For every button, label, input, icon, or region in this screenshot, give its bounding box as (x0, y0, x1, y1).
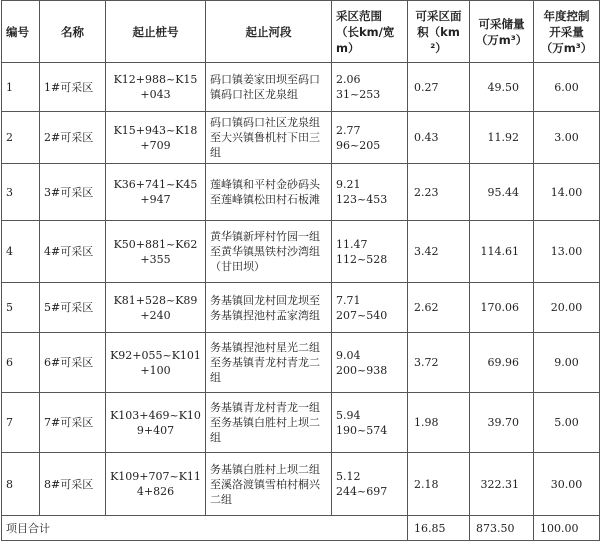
cell-area: 0.27 (408, 63, 470, 112)
table-row (2, 112, 600, 164)
cell-river: 务基镇回龙村回龙坝至务基镇捏池村孟家湾组 (206, 283, 332, 333)
cell-range: 7.71 207~540 (332, 283, 408, 333)
cell-reserve: 69.96 (470, 333, 534, 393)
header-stake: 起止桩号 (106, 1, 206, 63)
cell-annual: 14.00 (534, 164, 600, 221)
cell-reserve: 11.92 (470, 112, 534, 164)
cell-river: 黄华镇新坪村竹园一组至黄华镇黑铁村沙湾组（甘田坝） (206, 221, 332, 283)
cell-annual: 9.00 (534, 333, 600, 393)
mining-zone-table (1, 0, 600, 541)
cell-stake: K81+528~K89+240 (106, 283, 206, 333)
cell-range: 11.47 112~528 (332, 221, 408, 283)
cell-range: 2.77 96~205 (332, 112, 408, 164)
cell-area: 2.23 (408, 164, 470, 221)
total-label: 项目合计 (2, 516, 408, 541)
table-row (2, 164, 600, 221)
cell-name: 6#可采区 (40, 333, 106, 393)
cell-range: 9.04 200~938 (332, 333, 408, 393)
cell-stake: K50+881~K62+355 (106, 221, 206, 283)
cell-annual: 20.00 (534, 283, 600, 333)
cell-reserve: 49.50 (470, 63, 534, 112)
table-row (2, 63, 600, 112)
cell-no: 1 (2, 63, 40, 112)
table-row (2, 453, 600, 516)
cell-name: 7#可采区 (40, 393, 106, 453)
cell-river: 码口镇码口社区龙泉组至大兴镇鲁机村下田三组 (206, 112, 332, 164)
cell-stake: K15+943~K18+709 (106, 112, 206, 164)
cell-stake: K109+707~K114+826 (106, 453, 206, 516)
total-area: 16.85 (408, 516, 470, 541)
cell-no: 7 (2, 393, 40, 453)
cell-reserve: 114.61 (470, 221, 534, 283)
cell-stake: K12+988~K15+043 (106, 63, 206, 112)
cell-river: 务基镇白胜村上坝二组至溪洛渡镇雪柏村桐兴二组 (206, 453, 332, 516)
cell-annual: 5.00 (534, 393, 600, 453)
cell-name: 8#可采区 (40, 453, 106, 516)
cell-no: 5 (2, 283, 40, 333)
table-header-row (2, 1, 600, 63)
cell-no: 8 (2, 453, 40, 516)
cell-river: 务基镇捏池村星光二组至务基镇青龙村青龙二组 (206, 333, 332, 393)
cell-river: 务基镇青龙村青龙一组至务基镇白胜村上坝二组 (206, 393, 332, 453)
cell-name: 4#可采区 (40, 221, 106, 283)
header-reserve: 可采储量（万m³） (470, 1, 534, 63)
cell-no: 6 (2, 333, 40, 393)
cell-area: 3.72 (408, 333, 470, 393)
cell-area: 3.42 (408, 221, 470, 283)
header-no: 编号 (2, 1, 40, 63)
total-reserve: 873.50 (470, 516, 534, 541)
cell-area: 0.43 (408, 112, 470, 164)
cell-name: 3#可采区 (40, 164, 106, 221)
cell-area: 1.98 (408, 393, 470, 453)
header-annual: 年度控制开采量（万m³） (534, 1, 600, 63)
cell-area: 2.18 (408, 453, 470, 516)
cell-reserve: 95.44 (470, 164, 534, 221)
cell-annual: 30.00 (534, 453, 600, 516)
cell-river: 码口镇姜家田坝至码口镇码口社区龙泉组 (206, 63, 332, 112)
cell-name: 2#可采区 (40, 112, 106, 164)
cell-no: 3 (2, 164, 40, 221)
header-river: 起止河段 (206, 1, 332, 63)
total-row (2, 516, 600, 541)
table-row (2, 221, 600, 283)
table-row (2, 283, 600, 333)
cell-stake: K103+469~K109+407 (106, 393, 206, 453)
cell-reserve: 39.70 (470, 393, 534, 453)
cell-range: 9.21 123~453 (332, 164, 408, 221)
cell-no: 4 (2, 221, 40, 283)
cell-annual: 3.00 (534, 112, 600, 164)
cell-river: 莲峰镇和平村金砂码头至莲峰镇松田村石板滩 (206, 164, 332, 221)
table-row (2, 333, 600, 393)
cell-stake: K36+741~K45+947 (106, 164, 206, 221)
cell-stake: K92+055~K101+100 (106, 333, 206, 393)
cell-area: 2.62 (408, 283, 470, 333)
header-range: 采区范围（长km/宽m） (332, 1, 408, 63)
cell-no: 2 (2, 112, 40, 164)
total-annual: 100.00 (534, 516, 600, 541)
cell-reserve: 170.06 (470, 283, 534, 333)
cell-range: 5.94 190~574 (332, 393, 408, 453)
cell-name: 5#可采区 (40, 283, 106, 333)
table-row (2, 393, 600, 453)
cell-range: 5.12 244~697 (332, 453, 408, 516)
cell-reserve: 322.31 (470, 453, 534, 516)
cell-range: 2.06 31~253 (332, 63, 408, 112)
cell-name: 1#可采区 (40, 63, 106, 112)
cell-annual: 13.00 (534, 221, 600, 283)
header-name: 名称 (40, 1, 106, 63)
cell-annual: 6.00 (534, 63, 600, 112)
header-area: 可采区面积（km²） (408, 1, 470, 63)
